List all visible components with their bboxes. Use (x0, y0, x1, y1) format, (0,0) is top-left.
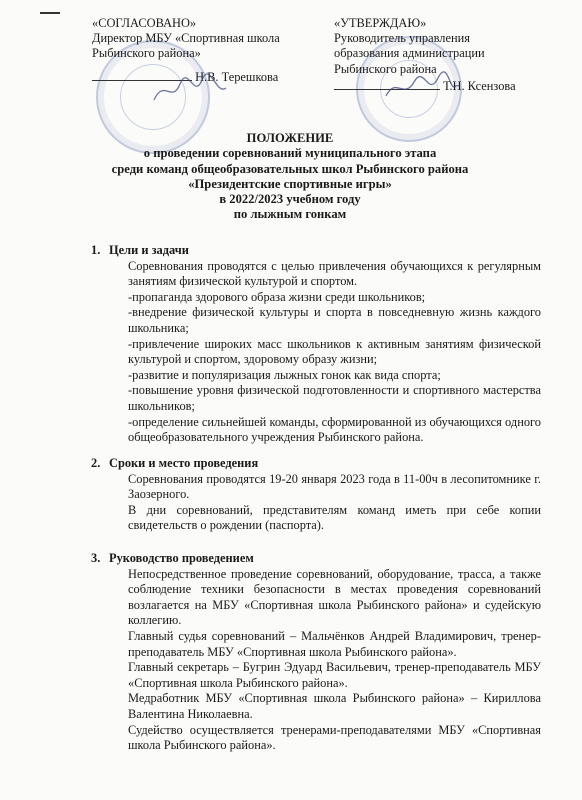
document-subtitle-3: «Президентские спортивные игры» (188, 176, 392, 191)
paragraph: Медработник МБУ «Спортивная школа Рыбинского района» – Кириллова Валентина Николаевна. (128, 691, 541, 721)
section-heading (91, 456, 541, 472)
signature-scribble-left (150, 70, 230, 110)
section-number: 2. (91, 456, 101, 470)
section-body (109, 259, 541, 446)
document-title-block (60, 131, 520, 223)
section-body (109, 472, 541, 534)
signature-scribble-right (380, 70, 460, 106)
approval-left-label: «СОГЛАСОВАНО» (92, 16, 197, 30)
paragraph: Главный судья соревнований – Мальчёнков Андрей Владимирович, тренер-преподаватель МБУ «Спортивная школа Рыбинского района». (128, 628, 541, 659)
paragraph: Соревнования проводятся 19-20 января 2023 года в 11-00ч в лесопитомнике г. Заозерного. (128, 471, 541, 502)
paragraph: Непосредственное проведение соревнований, оборудование, трасса, а также соблюдение техники безопасности в местах проведения соревнований возлагается на МБУ «Спортивная школа Рыбинского района» и судейскую коллегию. (128, 566, 541, 628)
paragraph: Соревнования проводятся с целью привлечения обучающихся к регулярным занятиям физической культурой и спортом. (128, 258, 541, 289)
approval-left-position-1: Директор МБУ «Спортивная школа (92, 31, 280, 46)
section-dates-venue (91, 456, 541, 534)
section-title: Руководство проведением (109, 551, 254, 565)
section-title: Сроки и место проведения (109, 456, 259, 470)
section-body (109, 567, 541, 754)
document-subtitle-1: о проведении соревнований муниципального этапа (143, 146, 437, 161)
section-goals (91, 243, 541, 446)
approval-right-position-3: Рыбинского района (334, 61, 437, 76)
approval-right-position-2: образования администрации (334, 46, 485, 61)
section-heading (91, 243, 541, 259)
list-item: -развитие и популяризация лыжных гонок как вида спорта; (128, 367, 441, 382)
paragraph: Главный секретарь – Бугрин Эдуард Васильевич, тренер-преподаватель МБУ «Спортивная школа Рыбинского района». (128, 660, 541, 690)
approval-right-label: «УТВЕРЖДАЮ» (334, 16, 427, 30)
list-item: -пропаганда здорового образа жизни среди школьников; (128, 289, 426, 304)
list-item: -повышение уровня физической подготовленности и спортивного мастерства школьников; (128, 383, 541, 413)
scan-corner-mark (40, 12, 60, 14)
document-subtitle-2: среди команд общеобразовательных школ Рыбинского района (111, 161, 469, 176)
section-number: 1. (91, 243, 101, 257)
section-title: Цели и задачи (109, 243, 189, 257)
list-item: -внедрение физической культуры и спорта в повседневную жизнь каждого школьника; (128, 305, 541, 335)
section-number: 3. (91, 551, 101, 565)
document-subtitle-4: в 2022/2023 учебном году (219, 192, 361, 207)
approval-left-position-2: Рыбинского района» (92, 46, 201, 61)
document-subtitle-5: по лыжным гонкам (233, 207, 347, 222)
document-title: ПОЛОЖЕНИЕ (246, 131, 334, 145)
approval-right-signatory: Т.Н. Ксензова (443, 78, 516, 93)
approval-left-signatory: Н.В. Терешкова (195, 69, 279, 84)
paragraph: Судейство осуществляется тренерами-преподавателями МБУ «Спортивная школа Рыбинского района». (128, 722, 541, 753)
section-management (91, 551, 541, 754)
list-item: -определение сильнейшей команды, сформированной из обучающихся одного общеобразовательного учреждения Рыбинского района. (128, 414, 541, 445)
list-item: -привлечение широких масс школьников к активным занятиям физической культурой и спортом, здоровому образу жизни; (128, 336, 541, 367)
approval-right-position-1: Руководитель управления (334, 31, 470, 46)
paragraph: В дни соревнований, представителям команд иметь при себе копии свидетельств о рождении (паспорта). (128, 502, 541, 533)
section-heading (91, 551, 541, 567)
